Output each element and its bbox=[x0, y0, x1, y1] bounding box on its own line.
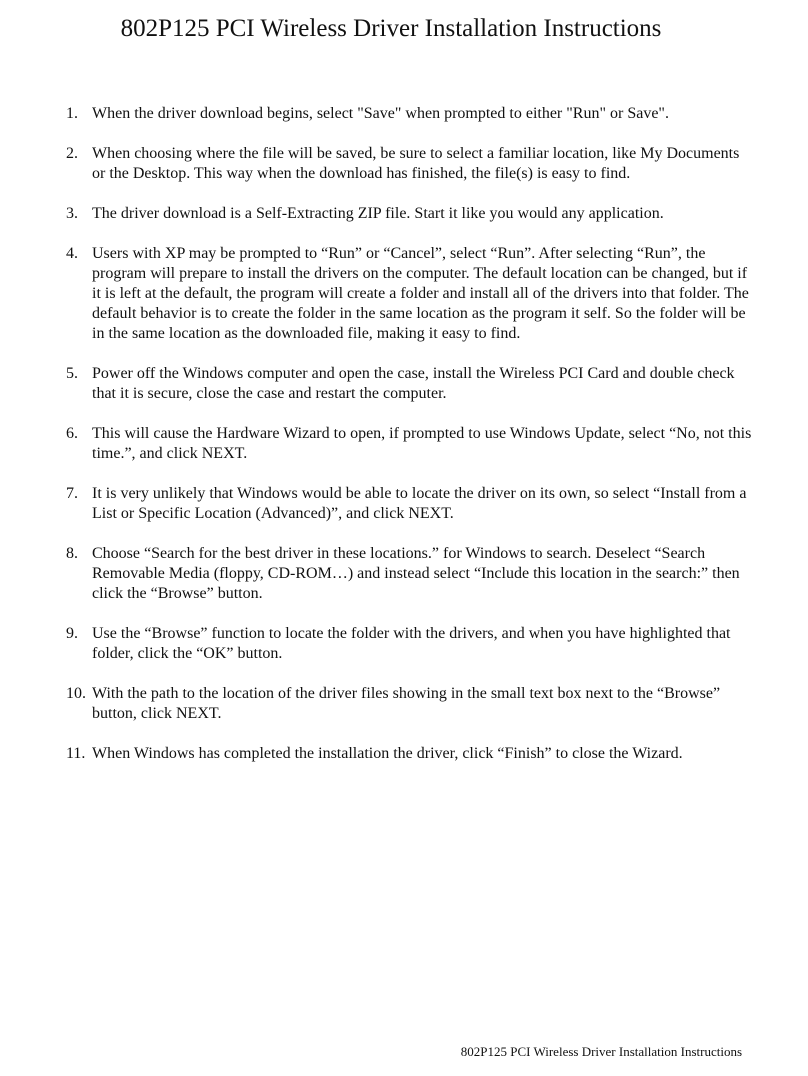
step-text: Power off the Windows computer and open the case, install the Wireless PCI Card and double check that it is secure, close the case and restart the computer. bbox=[92, 365, 735, 402]
step-number: 4. bbox=[66, 245, 78, 262]
step-text: Use the “Browse” function to locate the folder with the drivers, and when you have highlighted that folder, click the “OK” button. bbox=[92, 625, 731, 662]
step-number: 7. bbox=[66, 485, 78, 502]
step-number: 10. bbox=[66, 685, 86, 702]
step-text: When the driver download begins, select "Save" when prompted to either "Run" or Save". bbox=[92, 105, 669, 122]
instruction-step-2 bbox=[66, 144, 756, 184]
step-number: 1. bbox=[66, 105, 78, 122]
instruction-step-6 bbox=[66, 424, 756, 464]
instruction-step-1 bbox=[66, 104, 756, 124]
page-footer: 802P125 PCI Wireless Driver Installation Instructions bbox=[460, 1044, 742, 1059]
instruction-list bbox=[66, 104, 756, 784]
instruction-step-10 bbox=[66, 684, 756, 724]
step-number: 8. bbox=[66, 545, 78, 562]
instruction-step-8 bbox=[66, 544, 756, 604]
instruction-step-5 bbox=[66, 364, 756, 404]
step-number: 6. bbox=[66, 425, 78, 442]
instruction-step-3 bbox=[66, 204, 756, 224]
step-number: 3. bbox=[66, 205, 78, 222]
step-number: 11. bbox=[66, 745, 86, 762]
step-text: When choosing where the file will be saved, be sure to select a familiar location, like My Documents or the Desktop. This way when the download has finished, the file(s) is easy to find. bbox=[92, 145, 740, 182]
step-text: It is very unlikely that Windows would be able to locate the driver on its own, so select “Install from a List or Specific Location (Advanced)”, and click NEXT. bbox=[92, 485, 747, 522]
step-number: 9. bbox=[66, 625, 78, 642]
step-number: 2. bbox=[66, 145, 78, 162]
step-text: The driver download is a Self-Extracting ZIP file. Start it like you would any application. bbox=[92, 205, 664, 222]
step-text: This will cause the Hardware Wizard to open, if prompted to use Windows Update, select “No, not this time.”, and click NEXT. bbox=[92, 425, 752, 462]
document-title: 802P125 PCI Wireless Driver Installation Instructions bbox=[120, 15, 662, 42]
step-text: Users with XP may be prompted to “Run” or “Cancel”, select “Run”. After selecting “Run”, the program will prepare to install the drivers on the computer. The default location can be changed, but if it is left at the default, the program will create a folder and install all of the drivers into that folder. The default behavior is to create the folder in the same location as the program it self. So the folder will be in the same location as the downloaded file, making it easy to find. bbox=[92, 245, 749, 342]
step-text: When Windows has completed the installation the driver, click “Finish” to close the Wizard. bbox=[92, 745, 683, 762]
step-number: 5. bbox=[66, 365, 78, 382]
instruction-step-11 bbox=[66, 744, 756, 764]
step-text: Choose “Search for the best driver in these locations.” for Windows to search. Deselect “Search Removable Media (floppy, CD-ROM…) and instead select “Include this location in the search:” then click the “Browse” button. bbox=[92, 545, 740, 602]
instruction-step-7 bbox=[66, 484, 756, 524]
step-text: With the path to the location of the driver files showing in the small text box next to the “Browse” button, click NEXT. bbox=[92, 685, 721, 722]
instruction-step-9 bbox=[66, 624, 756, 664]
instruction-step-4 bbox=[66, 244, 756, 344]
